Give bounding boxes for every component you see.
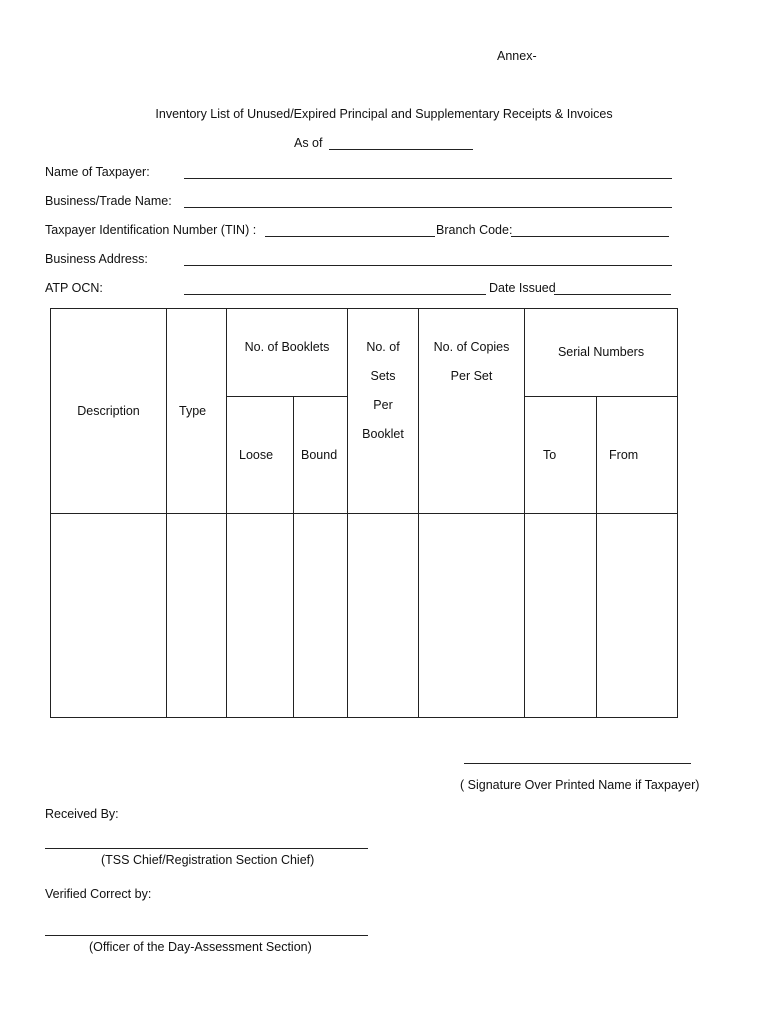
table-row — [51, 514, 678, 718]
sets-line-2: Sets — [370, 369, 396, 383]
atp-ocn-label: ATP OCN: — [45, 281, 103, 295]
to-cell[interactable] — [525, 514, 597, 718]
atp-ocn-line[interactable] — [184, 294, 486, 295]
annex-label: Annex- — [497, 49, 537, 63]
sets-cell[interactable] — [348, 514, 419, 718]
copies-line-2: Per Set — [450, 369, 493, 383]
tin-line[interactable] — [265, 236, 435, 237]
business-name-label: Business/Trade Name: — [45, 194, 172, 208]
business-name-line[interactable] — [184, 207, 672, 208]
verified-by-caption: (Officer of the Day-Assessment Section) — [89, 940, 312, 954]
received-by-label: Received By: — [45, 807, 119, 821]
received-by-caption: (TSS Chief/Registration Section Chief) — [101, 853, 315, 867]
description-header: Description — [51, 309, 167, 514]
branch-code-label: Branch Code: — [436, 223, 513, 237]
branch-code-line[interactable] — [511, 236, 669, 237]
form-title: Inventory List of Unused/Expired Principal and Supplementary Receipts & Invoices — [155, 107, 613, 121]
copies-per-set-header — [419, 309, 525, 514]
loose-header: Loose — [227, 397, 294, 514]
from-header: From — [597, 397, 678, 514]
verified-by-label: Verified Correct by: — [45, 887, 152, 901]
sets-line-3: Per — [373, 398, 393, 412]
tin-label: Taxpayer Identification Number (TIN) : — [45, 223, 257, 237]
copies-line-1: No. of Copies — [433, 340, 510, 354]
serial-numbers-header: Serial Numbers — [525, 309, 678, 397]
copies-cell[interactable] — [419, 514, 525, 718]
as-of-line[interactable] — [329, 149, 473, 150]
loose-cell[interactable] — [227, 514, 294, 718]
to-header: To — [525, 397, 597, 514]
as-of-label: As of — [294, 136, 323, 150]
bound-header: Bound — [294, 397, 348, 514]
received-by-line[interactable] — [45, 848, 368, 849]
taxpayer-name-label: Name of Taxpayer: — [45, 165, 150, 179]
business-address-line[interactable] — [184, 265, 672, 266]
description-cell[interactable] — [51, 514, 167, 718]
from-cell[interactable] — [597, 514, 678, 718]
type-header: Type — [167, 309, 227, 514]
date-issued-label: Date Issued — [489, 281, 556, 295]
type-cell[interactable] — [167, 514, 227, 718]
inventory-table — [50, 308, 678, 718]
taxpayer-name-line[interactable] — [184, 178, 672, 179]
date-issued-line[interactable] — [554, 294, 671, 295]
sets-per-booklet-header — [348, 309, 419, 514]
bound-cell[interactable] — [294, 514, 348, 718]
taxpayer-signature-caption: ( Signature Over Printed Name if Taxpayer) — [460, 778, 700, 792]
business-address-label: Business Address: — [45, 252, 148, 266]
taxpayer-signature-line[interactable] — [464, 763, 691, 764]
sets-line-1: No. of — [366, 340, 400, 354]
booklets-header: No. of Booklets — [227, 309, 348, 397]
verified-by-line[interactable] — [45, 935, 368, 936]
sets-line-4: Booklet — [362, 427, 404, 441]
